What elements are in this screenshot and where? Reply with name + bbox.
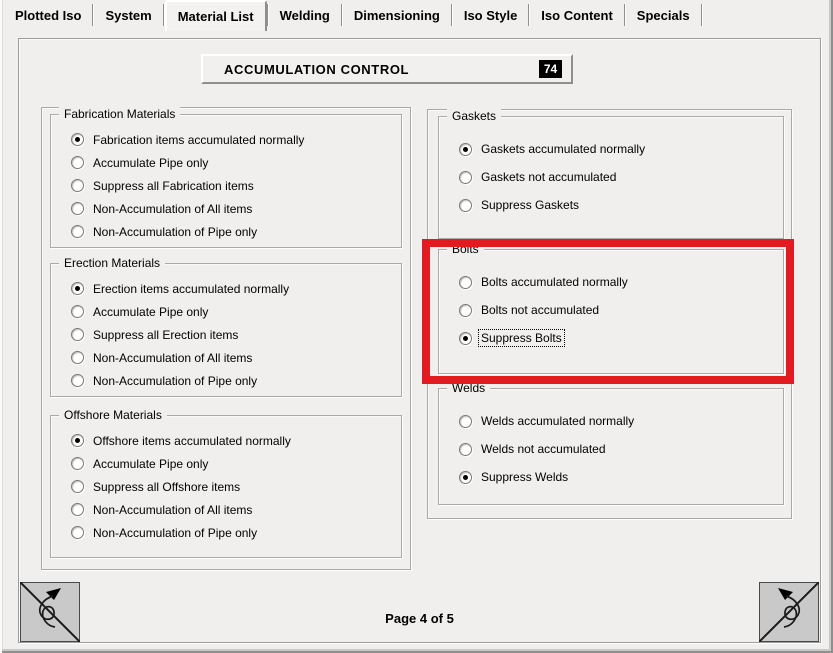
radio-option-label[interactable]: Gaskets not accumulated (481, 170, 617, 184)
radio-option-list (439, 250, 783, 352)
radio-button-icon[interactable] (71, 503, 84, 516)
tab-separator (701, 4, 703, 26)
radio-option-label[interactable]: Non-Accumulation of All items (93, 350, 253, 365)
radio-button-icon[interactable] (71, 202, 84, 215)
radio-option-label[interactable]: Non-Accumulation of Pipe only (93, 224, 258, 239)
group-offshore-materials (50, 408, 402, 558)
tab-material-list[interactable] (165, 0, 267, 31)
group-title: Fabrication Materials (59, 107, 180, 122)
group-title: Welds (447, 381, 490, 396)
tab-label: System (105, 8, 152, 23)
radio-option-suppress-bolts[interactable] (459, 324, 783, 352)
radio-option-non-accumulation-of-pipe-only[interactable] (71, 220, 401, 243)
radio-button-icon[interactable] (71, 305, 84, 318)
radio-option-non-accumulation-of-all-items[interactable] (71, 498, 401, 521)
radio-button-icon[interactable] (71, 351, 84, 364)
tab-specials[interactable] (626, 0, 701, 31)
page-title: ACCUMULATION CONTROL (224, 61, 410, 77)
radio-option-suppress-all-offshore-items[interactable] (71, 475, 401, 498)
group-erection-materials (50, 256, 402, 397)
radio-option-list (51, 115, 401, 243)
radio-option-list (439, 117, 783, 219)
tab-label: Plotted Iso (15, 8, 82, 23)
radio-option-accumulate-pipe-only[interactable] (71, 151, 401, 174)
radio-option-suppress-welds[interactable] (459, 463, 783, 491)
radio-button-icon[interactable] (71, 480, 84, 493)
radio-option-label[interactable]: Accumulate Pipe only (93, 155, 209, 170)
radio-button-icon[interactable] (71, 282, 84, 295)
radio-option-label[interactable]: Gaskets accumulated normally (481, 142, 646, 156)
radio-option-label[interactable]: Suppress all Offshore items (93, 479, 241, 494)
tab-dimensioning[interactable] (343, 0, 451, 31)
radio-option-fabrication-items-accumulated-normally[interactable] (71, 128, 401, 151)
radio-option-accumulate-pipe-only[interactable] (71, 300, 401, 323)
page-turn-back-icon[interactable] (20, 582, 80, 642)
radio-option-label[interactable]: Bolts not accumulated (481, 303, 600, 317)
tab-bar (4, 0, 829, 31)
radio-option-bolts-not-accumulated[interactable] (459, 296, 783, 324)
radio-option-suppress-all-fabrication-items[interactable] (71, 174, 401, 197)
tab-label: Dimensioning (353, 8, 440, 23)
radio-option-label[interactable]: Bolts accumulated normally (481, 275, 628, 289)
radio-option-list (439, 389, 783, 491)
radio-button-icon[interactable] (459, 304, 472, 317)
tab-label: Material List (177, 9, 254, 24)
group-bolts (438, 242, 784, 374)
radio-option-offshore-items-accumulated-normally[interactable] (71, 429, 401, 452)
group-title: Bolts (447, 242, 484, 257)
group-gaskets (438, 109, 784, 239)
radio-option-list (51, 416, 401, 544)
accumulation-control-header (201, 54, 573, 84)
radio-button-icon[interactable] (71, 328, 84, 341)
radio-option-accumulate-pipe-only[interactable] (71, 452, 401, 475)
radio-option-label[interactable]: Suppress all Fabrication items (93, 178, 254, 193)
radio-button-icon[interactable] (459, 471, 472, 484)
radio-option-label[interactable]: Erection items accumulated normally (93, 281, 290, 296)
radio-option-non-accumulation-of-pipe-only[interactable] (71, 521, 401, 544)
radio-button-icon[interactable] (459, 332, 472, 345)
screen-number-badge: 74 (539, 60, 562, 78)
tab-welding[interactable] (269, 0, 341, 31)
radio-button-icon[interactable] (459, 415, 472, 428)
radio-option-label[interactable]: Accumulate Pipe only (93, 456, 209, 471)
page-indicator: Page 4 of 5 (385, 611, 454, 626)
radio-option-label[interactable]: Welds accumulated normally (481, 414, 635, 428)
radio-button-icon[interactable] (71, 457, 84, 470)
group-welds (438, 381, 784, 505)
radio-option-label[interactable]: Suppress Bolts (481, 331, 562, 345)
tab-iso-style[interactable] (453, 0, 528, 31)
radio-option-non-accumulation-of-all-items[interactable] (71, 346, 401, 369)
radio-button-icon[interactable] (459, 276, 472, 289)
radio-button-icon[interactable] (71, 133, 84, 146)
radio-button-icon[interactable] (71, 434, 84, 447)
radio-option-gaskets-not-accumulated[interactable] (459, 163, 783, 191)
radio-button-icon[interactable] (71, 526, 84, 539)
tab-iso-content[interactable] (530, 0, 624, 31)
radio-option-label[interactable]: Suppress Welds (481, 470, 569, 484)
radio-option-label[interactable]: Accumulate Pipe only (93, 304, 209, 319)
radio-button-icon[interactable] (71, 156, 84, 169)
radio-button-icon[interactable] (71, 179, 84, 192)
group-title: Offshore Materials (59, 408, 167, 423)
radio-option-non-accumulation-of-all-items[interactable] (71, 197, 401, 220)
radio-option-gaskets-accumulated-normally[interactable] (459, 135, 783, 163)
group-title: Erection Materials (59, 256, 165, 271)
page-turn-forward-icon[interactable] (759, 582, 819, 642)
radio-option-erection-items-accumulated-normally[interactable] (71, 277, 401, 300)
radio-option-welds-accumulated-normally[interactable] (459, 407, 783, 435)
radio-button-icon[interactable] (459, 171, 472, 184)
radio-option-welds-not-accumulated[interactable] (459, 435, 783, 463)
radio-option-label[interactable]: Suppress Gaskets (481, 198, 580, 212)
radio-option-non-accumulation-of-pipe-only[interactable] (71, 369, 401, 392)
radio-button-icon[interactable] (71, 225, 84, 238)
radio-button-icon[interactable] (71, 374, 84, 387)
radio-option-bolts-accumulated-normally[interactable] (459, 268, 783, 296)
tab-label: Welding (279, 8, 330, 23)
radio-option-label[interactable]: Suppress all Erection items (93, 327, 239, 342)
tab-plotted-iso[interactable] (4, 0, 92, 31)
radio-option-label[interactable]: Non-Accumulation of Pipe only (93, 373, 258, 388)
radio-option-label[interactable]: Non-Accumulation of All items (93, 502, 253, 517)
radio-option-label[interactable]: Welds not accumulated (481, 442, 606, 456)
radio-option-list (51, 264, 401, 392)
group-fabrication-materials (50, 107, 402, 248)
radio-button-icon[interactable] (459, 443, 472, 456)
group-title: Gaskets (447, 109, 501, 124)
radio-option-label[interactable]: Non-Accumulation of Pipe only (93, 525, 258, 540)
radio-option-suppress-gaskets[interactable] (459, 191, 783, 219)
radio-option-label[interactable]: Non-Accumulation of All items (93, 201, 253, 216)
tab-system[interactable] (94, 0, 162, 31)
left-column-container (41, 107, 411, 570)
radio-option-suppress-all-erection-items[interactable] (71, 323, 401, 346)
radio-button-icon[interactable] (459, 143, 472, 156)
radio-option-label[interactable]: Fabrication items accumulated normally (93, 132, 305, 147)
tab-label: Iso Style (463, 8, 518, 23)
radio-option-label[interactable]: Offshore items accumulated normally (93, 433, 291, 448)
tab-label: Specials (636, 8, 690, 23)
radio-button-icon[interactable] (459, 199, 472, 212)
right-column-container (427, 109, 792, 519)
content-panel (18, 38, 821, 643)
tab-label: Iso Content (541, 8, 613, 23)
